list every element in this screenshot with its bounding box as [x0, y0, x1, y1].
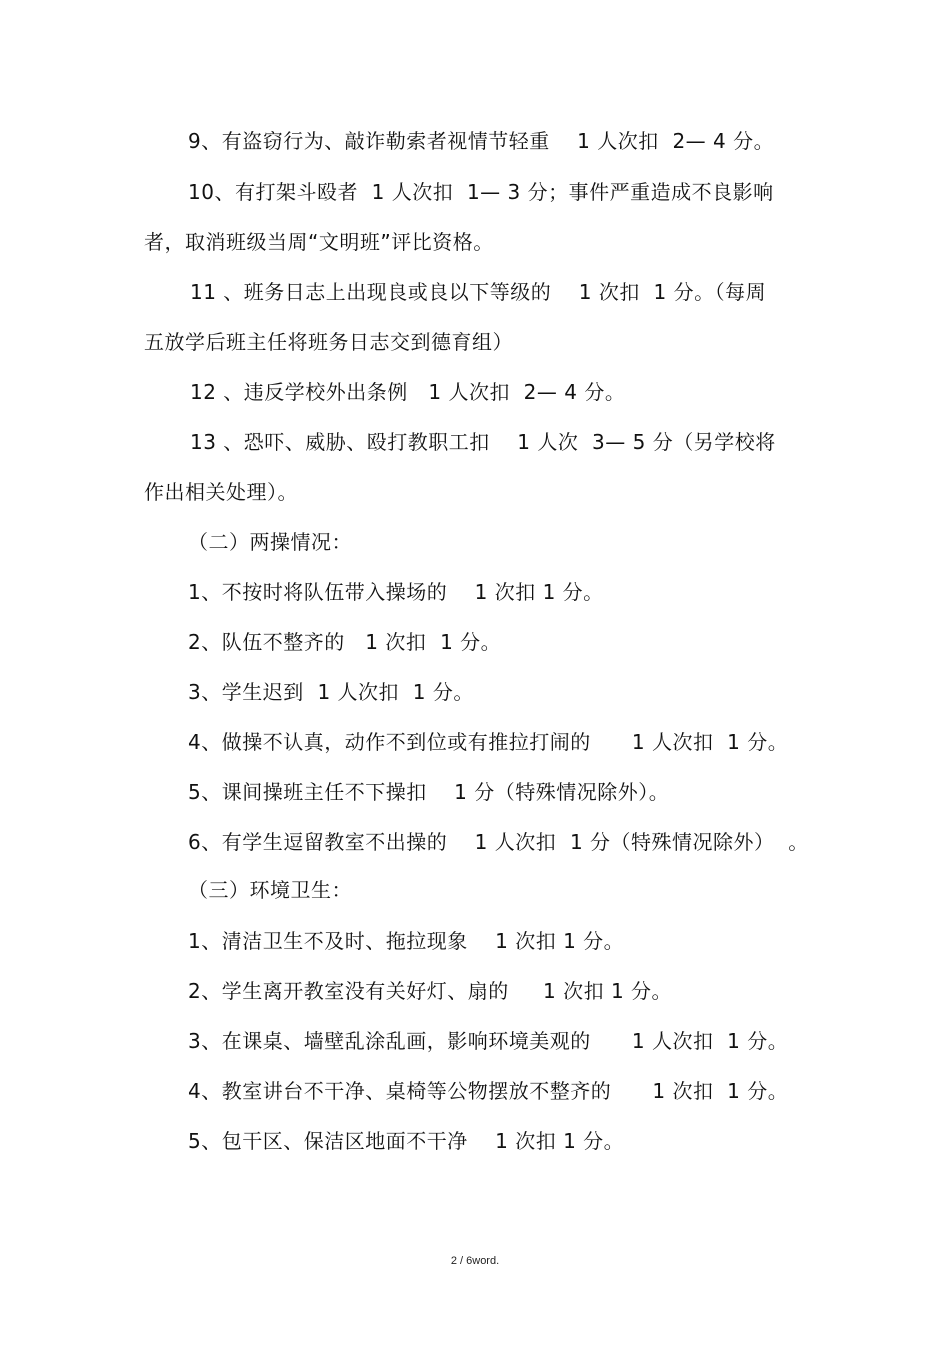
rule-line-13-cont: 作出相关处理）。 [144, 480, 298, 504]
rule-line-9: 9、有盗窃行为、敲诈勒索者视情节轻重 1 人次扣 2— 4 分。 [188, 129, 775, 153]
rule-line-11: 11 、班务日志上出现良或良以下等级的 1 次扣 1 分。（每周 [190, 280, 767, 304]
exercise-rule-3: 3、学生迟到 1 人次扣 1 分。 [188, 680, 474, 704]
page-footer: 2 / 6word. [450, 1255, 500, 1267]
exercise-rule-1: 1、不按时将队伍带入操场的 1 次扣 1 分。 [188, 580, 604, 604]
rule-line-12: 12 、违反学校外出条例 1 人次扣 2— 4 分。 [190, 380, 626, 404]
hygiene-rule-4: 4、教室讲台不干净、桌椅等公物摆放不整齐的 1 次扣 1 分。 [188, 1079, 789, 1103]
exercise-rule-5: 5、课间操班主任不下操扣 1 分（特殊情况除外）。 [188, 780, 670, 804]
section-heading-exercises: （二）两操情况： [188, 530, 352, 554]
rule-line-10: 10、有打架斗殴者 1 人次扣 1— 3 分；事件严重造成不良影响 [188, 180, 774, 204]
hygiene-rule-1: 1、清洁卫生不及时、拖拉现象 1 次扣 1 分。 [188, 929, 625, 953]
exercise-rule-6: 6、有学生逗留教室不出操的 1 人次扣 1 分（特殊情况除外） 。 [188, 830, 809, 854]
hygiene-rule-3: 3、在课桌、墙壁乱涂乱画，影响环境美观的 1 人次扣 1 分。 [188, 1029, 789, 1053]
exercise-rule-2: 2、队伍不整齐的 1 次扣 1 分。 [188, 630, 502, 654]
hygiene-rule-5: 5、包干区、保洁区地面不干净 1 次扣 1 分。 [188, 1129, 625, 1153]
rule-line-13: 13 、恐吓、威胁、殴打教职工扣 1 人次 3— 5 分（另学校将 [190, 430, 776, 454]
rule-line-11-cont: 五放学后班主任将班务日志交到德育组） [144, 330, 513, 354]
hygiene-rule-2: 2、学生离开教室没有关好灯、扇的 1 次扣 1 分。 [188, 979, 673, 1003]
exercise-rule-4: 4、做操不认真，动作不到位或有推拉打闹的 1 人次扣 1 分。 [188, 730, 789, 754]
rule-line-10-cont: 者，取消班级当周“文明班”评比资格。 [144, 230, 494, 254]
section-heading-hygiene: （三）环境卫生： [188, 878, 352, 902]
